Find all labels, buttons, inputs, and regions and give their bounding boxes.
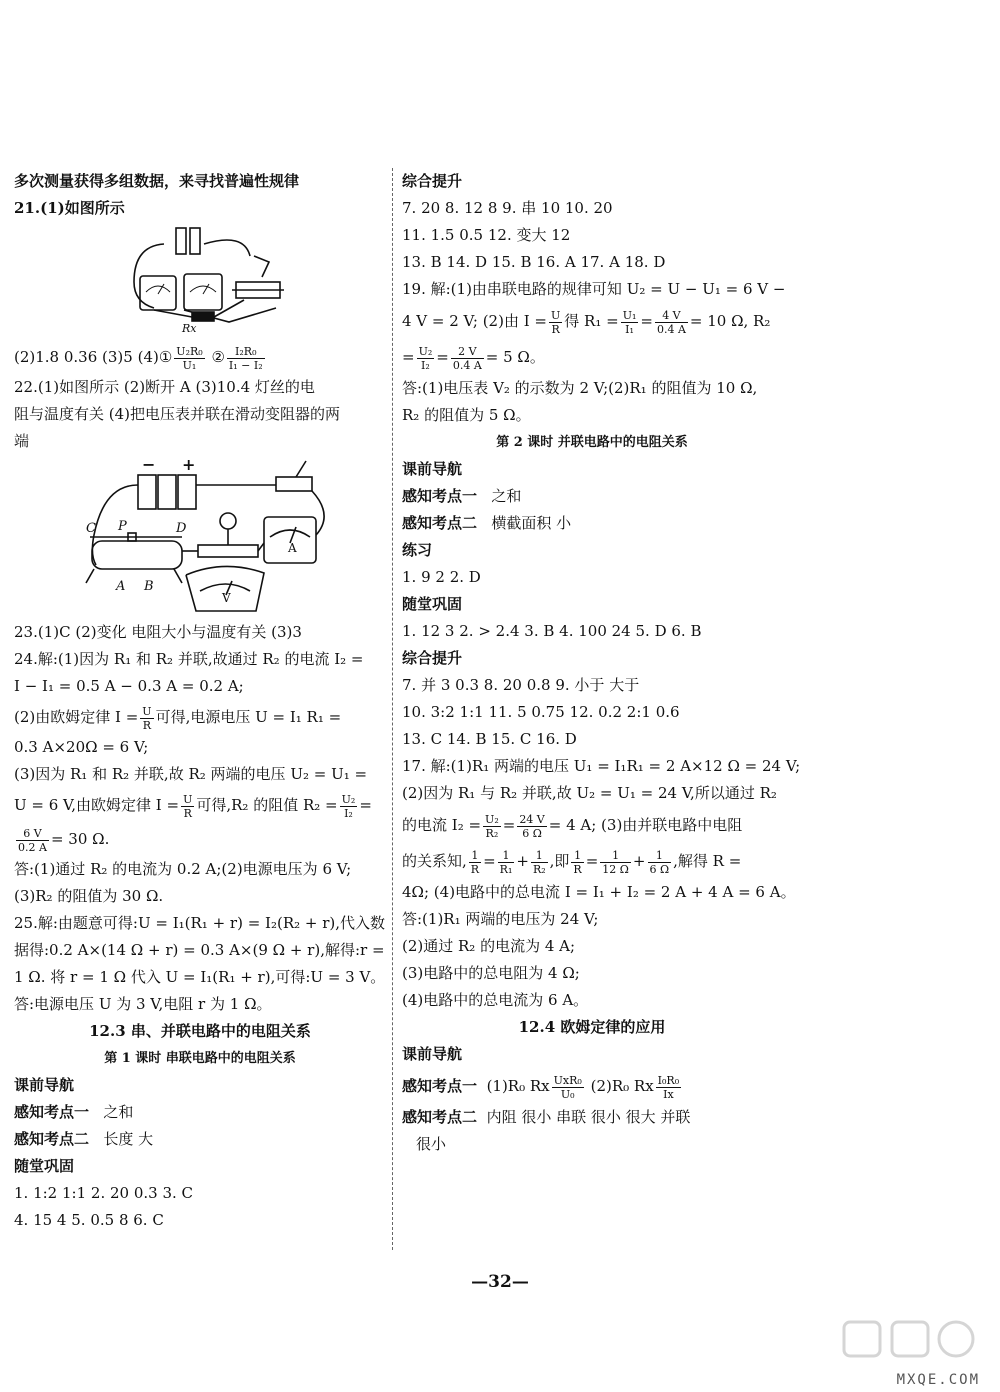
- q17-line-b: (2)因为 R₁ 与 R₂ 并联,故 U₂ = U₁ = 24 V,所以通过 R₂: [402, 784, 777, 802]
- gz4-answer-2: 很小: [416, 1135, 447, 1153]
- q25-line-b: 据得:0.2 A×(14 Ω + r) = 0.3 A×(9 Ω + r),解得:r =: [14, 941, 385, 959]
- frac-den: R₂: [485, 826, 499, 840]
- right-row-1: 7. 20 8. 12 8 9. 串 10 10. 20: [402, 199, 613, 217]
- fig-plus-label: +: [182, 455, 196, 474]
- frac-den: 6 Ω: [522, 826, 542, 840]
- q24-line-h: 答:(1)通过 R₂ 的电流为 0.2 A;(2)电源电压为 6 V;: [14, 860, 352, 878]
- frac-num: 1: [600, 849, 631, 863]
- q21-heading: [14, 195, 386, 222]
- frac-den: 12 Ω: [602, 862, 629, 876]
- q17d-plus: +: [516, 852, 529, 870]
- q17d-fraction-3: [531, 849, 548, 876]
- frac-den: I₁: [625, 322, 634, 336]
- q17-line-f: 答:(1)R₁ 两端的电压为 24 V;: [402, 910, 599, 928]
- gz3-fraction-1: [552, 1074, 584, 1101]
- frac-den: R: [551, 322, 560, 336]
- q17d-eq: =: [483, 852, 496, 870]
- right-zhts-2: 综合提升: [402, 649, 463, 667]
- frac-den: R₁: [499, 862, 513, 876]
- gz3-label: 感知考点一: [402, 1077, 478, 1095]
- q17c-post: = 4 A; (3)由并联电路中电阻: [548, 816, 743, 834]
- gz2-answer: 横截面积 小: [491, 514, 572, 532]
- right-z-1: 7. 并 3 0.3 8. 20 0.8 9. 小于 大于: [402, 676, 640, 694]
- page-number: —32—: [471, 1272, 529, 1292]
- frac-num: U: [142, 704, 152, 718]
- right-row-3: 13. B 14. D 15. B 16. A 17. A 18. D: [402, 253, 666, 271]
- frac-num: U₂: [341, 792, 356, 806]
- column-divider: [392, 168, 393, 1250]
- q17c-eq: =: [502, 816, 516, 834]
- q24f-fraction-2: [340, 793, 358, 820]
- q23-line: 23.(1)C (2)变化 电阻大小与温度有关 (3)3: [14, 623, 302, 641]
- q19-line-b: [402, 303, 782, 339]
- right-kqdh: 课前导航: [402, 460, 463, 478]
- gz2-label: 感知考点二: [402, 514, 478, 532]
- q24-line-f: [14, 788, 386, 822]
- q17c-fraction-1: [483, 813, 501, 840]
- frac-num: I₂R₀: [227, 345, 265, 359]
- fig-c-label: C: [86, 521, 96, 536]
- frac-den: R: [183, 806, 192, 820]
- frac-num: U₁: [622, 308, 637, 322]
- right-kqdh-2: 课前导航: [402, 1045, 463, 1063]
- q21-part2: [14, 340, 386, 374]
- q19c-post: = 5 Ω。: [485, 348, 545, 366]
- q17-line-a: 17. 解:(1)R₁ 两端的电压 U₁ = I₁R₁ = 2 A×12 Ω = 24 V;: [402, 757, 801, 775]
- gz1-label: 感知考点一: [14, 1103, 90, 1121]
- right-row-2: 11. 1.5 0.5 12. 变大 12: [402, 226, 571, 244]
- left-stgg-1: 1. 1:2 1:1 2. 20 0.3 3. C: [14, 1184, 194, 1202]
- q24-line-e: (3)因为 R₁ 和 R₂ 并联,故 R₂ 两端的电压 U₂ = U₁ =: [14, 765, 368, 783]
- fig-ammeter-label: A: [288, 541, 297, 555]
- frac-num: 1: [469, 849, 481, 863]
- q17-line-d: [402, 843, 782, 879]
- q24f-pre: U = 6 V,由欧姆定律 I =: [14, 796, 180, 814]
- fig-minus-label: −: [142, 455, 156, 474]
- q19c-eq: =: [436, 348, 449, 366]
- frac-den: R: [470, 862, 480, 876]
- q17-line-c: [402, 807, 782, 843]
- q19c-fraction-2: [451, 345, 484, 372]
- frac-den: 0.2 A: [18, 840, 47, 854]
- frac-num: 2 V: [451, 345, 484, 359]
- watermark-text: MXQE.COM: [896, 1372, 980, 1388]
- q24c-fraction: [140, 705, 153, 732]
- left-column: [14, 168, 386, 1234]
- q24f-fraction-1: [181, 793, 194, 820]
- fig-voltmeter-label: V: [222, 591, 231, 605]
- q19b-mid: 得 R₁ =: [564, 312, 619, 330]
- q19b-fraction-2: [621, 309, 639, 336]
- q19b-fraction-1: [549, 309, 562, 336]
- q17d-eq2: =: [585, 852, 599, 870]
- fig-b-label: B: [144, 579, 154, 594]
- q24-line-c: [14, 700, 386, 734]
- q17d-fraction-4: [571, 849, 583, 876]
- q17c-fraction-2: [517, 813, 546, 840]
- gz3-part-b: (2)R₀ Rx: [590, 1077, 654, 1095]
- q24-line-b: I − I₁ = 0.5 A − 0.3 A = 0.2 A;: [14, 677, 244, 695]
- q21-part2-text: (2)1.8 0.36 (3)5 (4)①: [14, 348, 173, 366]
- frac-num: 4 V: [655, 309, 688, 323]
- right-stgg: 随堂巩固: [402, 595, 463, 613]
- gz2-label: 感知考点二: [14, 1130, 90, 1148]
- q25-line-a: 25.解:由题意可得:U = I₁(R₁ + r) = I₂(R₂ + r),代入数: [14, 914, 386, 932]
- frac-den: U₁: [182, 358, 197, 372]
- q19-line-a: 19. 解:(1)由串联电路的规律可知 U₂ = U − U₁ = 6 V −: [402, 280, 786, 298]
- q17-line-g: (2)通过 R₂ 的电流为 4 A;: [402, 937, 576, 955]
- q17d-fraction-1: [469, 849, 481, 876]
- q17d-fraction-5: [600, 849, 631, 876]
- right-stgg-1: 1. 12 3 2. > 2.4 3. B 4. 100 24 5. D 6. B: [402, 622, 702, 640]
- right-column: [402, 168, 801, 1158]
- q24-line-d: 0.3 A×20Ω = 6 V;: [14, 738, 149, 756]
- right-gz3-row: [402, 1068, 782, 1104]
- section-12-4-title: 12.4 欧姆定律的应用: [518, 1018, 666, 1036]
- right-z-3: 13. C 14. B 15. C 16. D: [402, 730, 577, 748]
- left-kqdh: 课前导航: [14, 1076, 75, 1094]
- q24g-fraction: [16, 827, 49, 854]
- frac-num: 1: [648, 849, 672, 863]
- left-gz2-row: [14, 1126, 386, 1153]
- right-gz1-row: [402, 483, 782, 510]
- q22-line-b: 阻与温度有关 (4)把电压表并联在滑动变阻器的两: [14, 405, 341, 423]
- fig-p-label: P: [118, 519, 127, 534]
- q22-line-c: 端: [14, 432, 30, 450]
- q21-rx-label: Rx: [182, 322, 197, 335]
- q17d-plus2: +: [632, 852, 646, 870]
- gz3-part-a: (1)R₀ Rx: [486, 1077, 550, 1095]
- frac-den: I₂: [421, 358, 430, 372]
- q22-circuit-figure: [14, 455, 386, 619]
- frac-num: 24 V: [519, 812, 545, 826]
- frac-den: R: [573, 862, 582, 876]
- right-zhts: 综合提升: [402, 172, 463, 190]
- q17-line-h: (3)电路中的总电阻为 4 Ω;: [402, 964, 580, 982]
- frac-den: 0.4 A: [656, 322, 686, 336]
- q24f-mid: 可得,R₂ 的阻值 R₂ =: [196, 796, 338, 814]
- watermark-logo-svg: [836, 1318, 986, 1378]
- q19b-eq: =: [640, 312, 653, 330]
- left-stgg-2: 4. 15 4 5. 0.5 8 6. C: [14, 1211, 164, 1229]
- q22-circuit-svg: [14, 455, 386, 619]
- frac-num: 1: [498, 849, 515, 863]
- frac-num: 1: [531, 849, 548, 863]
- q19b-pre: 4 V = 2 V; (2)由 I =: [402, 312, 547, 330]
- fig-a-label: A: [116, 579, 126, 594]
- gz1-label: 感知考点一: [402, 487, 478, 505]
- watermark-logo: [836, 1318, 986, 1378]
- left-line-1: 多次测量获得多组数据，来寻找普遍性规律: [14, 172, 300, 190]
- frac-den: R: [142, 718, 152, 732]
- q21-fraction-2: [227, 345, 265, 372]
- q24f-end: =: [359, 796, 372, 814]
- q25-line-c: 1 Ω. 将 r = 1 Ω 代入 U = I₁(R₁ + r),可得:U = 3 V。: [14, 968, 386, 986]
- frac-den: I₂: [344, 806, 353, 820]
- q24c-pre: (2)由欧姆定律 I =: [14, 708, 139, 726]
- right-lx-1: 1. 9 2 2. D: [402, 568, 481, 586]
- q19-line-d: 答:(1)电压表 V₂ 的示数为 2 V;(2)R₁ 的阻值为 10 Ω,: [402, 379, 758, 397]
- q21-circuit-figure: [14, 222, 386, 340]
- frac-num: UxR₀: [553, 1073, 582, 1087]
- q19b-post: = 10 Ω, R₂: [689, 312, 771, 330]
- right-lx: 练习: [402, 541, 433, 559]
- lesson-1-title: 第 1 课时 串联电路中的电阻关系: [104, 1051, 296, 1066]
- right-gz2-row: [402, 510, 782, 537]
- q19b-fraction-3: [655, 309, 688, 336]
- q21-fraction-1: [174, 345, 204, 372]
- lesson-2-title: 第 2 课时 并联电路中的电阻关系: [496, 435, 688, 450]
- frac-den: 0.4 A: [452, 358, 482, 372]
- frac-num: 1: [571, 849, 583, 863]
- gz1-answer: 之和: [491, 487, 522, 505]
- q25-line-d: 答:电源电压 U 为 3 V,电阻 r 为 1 Ω。: [14, 995, 272, 1013]
- right-gz4-row: [402, 1104, 782, 1131]
- q19-line-e: R₂ 的阻值为 5 Ω。: [402, 406, 531, 424]
- q21-circuit-svg: [14, 222, 386, 340]
- frac-den: 6 Ω: [649, 862, 670, 876]
- frac-den: Ix: [663, 1087, 674, 1101]
- q24g-post: = 30 Ω.: [50, 830, 110, 848]
- left-gz1-row: [14, 1099, 386, 1126]
- q19-line-c: [402, 339, 782, 375]
- right-gz4-row-2: [402, 1131, 782, 1158]
- q17-line-i: (4)电路中的总电流为 6 A。: [402, 991, 589, 1009]
- q24-line-g: [14, 822, 386, 856]
- gz3-fraction-2: [656, 1074, 681, 1101]
- q21-text: 21.(1)如图所示: [14, 199, 125, 217]
- q19c-fraction-1: [417, 345, 435, 372]
- q17d-fraction-2: [498, 849, 515, 876]
- fig-d-label: D: [176, 521, 187, 536]
- frac-den: R₂: [532, 862, 546, 876]
- q19c-pre: =: [402, 348, 415, 366]
- right-z-2: 10. 3:2 1:1 11. 5 0.75 12. 0.2 2:1 0.6: [402, 703, 680, 721]
- frac-num: U₂: [418, 344, 433, 358]
- frac-num: U: [183, 792, 193, 806]
- frac-num: U: [550, 308, 561, 322]
- gz2-answer: 长度 大: [103, 1130, 154, 1148]
- frac-den: U₀: [560, 1087, 575, 1101]
- q21-part2-circle: ②: [211, 348, 225, 366]
- frac-num: U₂R₀: [176, 344, 203, 358]
- q17-line-e: 4Ω; (4)电路中的总电流 I = I₁ + I₂ = 2 A + 4 A = 6 A。: [402, 883, 796, 901]
- frac-num: 6 V: [16, 827, 49, 841]
- q24c-post: 可得,电源电压 U = I₁ R₁ =: [155, 708, 342, 726]
- gz1-answer: 之和: [103, 1103, 134, 1121]
- q24-line-a: 24.解:(1)因为 R₁ 和 R₂ 并联,故通过 R₂ 的电流 I₂ =: [14, 650, 364, 668]
- gz4-answer: 内阻 很小 串联 很小 很大 并联: [486, 1108, 691, 1126]
- q17d-pre: 的关系知,: [402, 852, 467, 870]
- frac-den: I₁ − I₂: [228, 358, 263, 372]
- q24-line-i: (3)R₂ 的阻值为 30 Ω.: [14, 887, 164, 905]
- q17d-mid: ,即: [549, 852, 570, 870]
- q22-line-a: 22.(1)如图所示 (2)断开 A (3)10.4 灯丝的电: [14, 378, 315, 396]
- section-12-3-title: 12.3 串、并联电路中的电阻关系: [89, 1022, 311, 1040]
- frac-num: I₀R₀: [657, 1073, 680, 1087]
- q17d-post: ,解得 R =: [673, 852, 742, 870]
- q17c-pre: 的电流 I₂ =: [402, 816, 482, 834]
- left-stgg: 随堂巩固: [14, 1157, 75, 1175]
- gz4-label: 感知考点二: [402, 1108, 478, 1126]
- q17d-fraction-6: [648, 849, 672, 876]
- frac-num: U₂: [485, 812, 499, 826]
